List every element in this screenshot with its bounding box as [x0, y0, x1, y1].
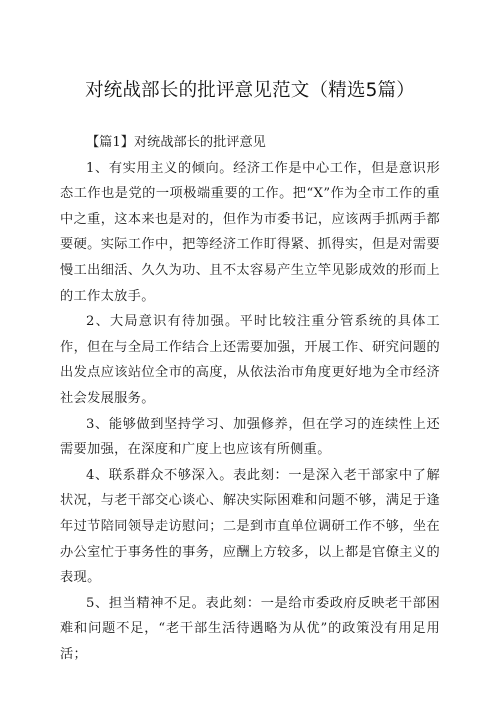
paragraph-4: 4、联系群众不够深入。表此刻：一是深入老干部家中了解状况，与老干部交心谈心、解决实际困难和问题不够，满足于逢年过节陪同领导走访慰问；二是到市直单位调研工作不够，坐在办公室忙于事务性的事务，应酬上方较多，以上都是官僚主义的表现。 [60, 467, 440, 586]
paragraph-1: 1、有实用主义的倾向。经济工作是中心工作，但是意识形态工作也是党的一项极端重要的工作。把“X”作为全市工作的重中之重，这本来也是对的，但作为市委书记，应该两手抓两手都要硬。实际工作中，把等经济工作盯得紧、抓得实，但是对需要慢工出细活、久久为功、且不太容易产生立竿见影成效的形而上的工作太放手。 [60, 160, 440, 304]
paragraph-3: 3、能够做到坚持学习、加强修养，但在学习的连续性上还需要加强，在深度和广度上也应该有所侧重。 [60, 416, 440, 458]
paragraph-5: 5、担当精神不足。表此刻：一是给市委政府反映老干部困难和问题不足，“老干部生活待遇略为从优”的政策没有用足用活； [60, 595, 440, 662]
document-title: 对统战部长的批评意见范文（精选5篇） [85, 80, 415, 101]
paragraph-2: 2、大局意识有待加强。平时比较注重分管系统的具体工作，但在与全局工作结合上还需要加强，开展工作、研究问题的出发点应该站位全市的高度，从依法治市角度更好地为全市经济社会发展服务。 [60, 314, 440, 406]
section-heading: 【篇1】对统战部长的批评意见 [86, 135, 266, 150]
